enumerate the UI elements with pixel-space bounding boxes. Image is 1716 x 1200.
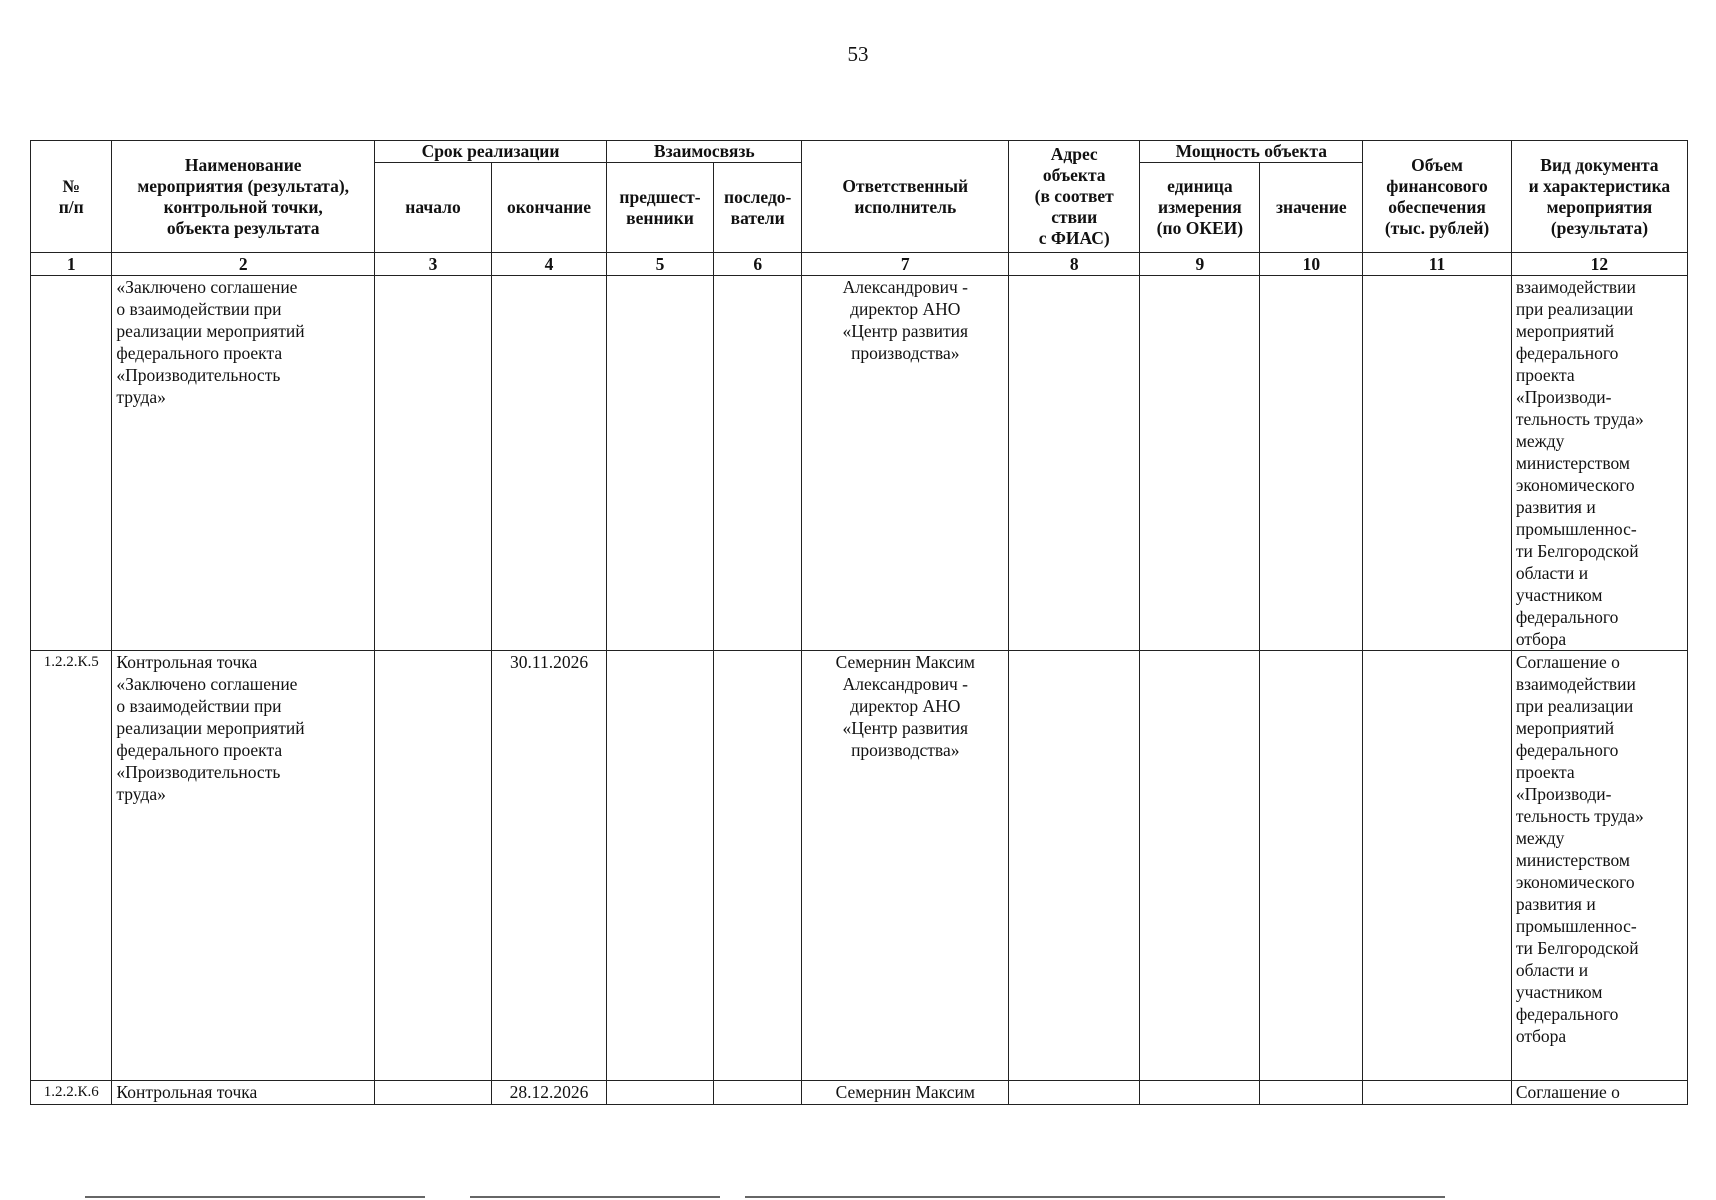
column-number: 8 [1009,253,1140,276]
header-period-end: окончание [492,163,607,253]
column-number: 4 [492,253,607,276]
row-address [1009,276,1140,651]
row-next [713,276,802,651]
row-finance [1363,276,1512,651]
header-no: № п/п [31,141,112,253]
row-start [375,1081,492,1105]
row-unit [1140,651,1260,1081]
page-number: 53 [847,42,869,66]
header-name: Наименование мероприятия (результата), контрольной точки, объекта результата [112,141,375,253]
row-value [1260,276,1363,651]
row-address [1009,1081,1140,1105]
table-row [31,651,1688,1081]
column-number: 3 [375,253,492,276]
row-number [31,276,112,651]
column-number: 1 [31,253,112,276]
row-next [713,1081,802,1105]
column-number: 5 [607,253,714,276]
plan-table [30,140,1688,1105]
row-start [375,276,492,651]
scan-edge-line [745,1196,1445,1198]
header-address: Адрес объекта (в соответ ствии с ФИАС) [1009,141,1140,253]
row-end: 30.11.2026 [492,651,607,1081]
row-responsible: Семернин Максим [802,1081,1009,1105]
row-doc: взаимодействии при реализации мероприятий федерального проекта «Производи- тельность труда» между министерством экономического развития и промышленнос- ти Белгородской области и участником федерального отбора [1511,276,1687,651]
row-address [1009,651,1140,1081]
header-capacity-unit: единица измерения (по ОКЕИ) [1140,163,1260,253]
row-end [492,276,607,651]
header-doc: Вид документа и характеристика мероприятия (результата) [1511,141,1687,253]
header-responsible: Ответственный исполнитель [802,141,1009,253]
column-number: 6 [713,253,802,276]
header-period-start: начало [375,163,492,253]
row-name: Контрольная точка [112,1081,375,1105]
row-prev [607,276,714,651]
row-next [713,651,802,1081]
column-number: 11 [1363,253,1512,276]
column-number: 7 [802,253,1009,276]
row-number: 1.2.2.К.6 [31,1081,112,1105]
row-prev [607,651,714,1081]
row-unit [1140,1081,1260,1105]
header-relation-next: последо- ватели [713,163,802,253]
row-responsible: Александрович - директор АНО «Центр развития производства» [802,276,1009,651]
row-value [1260,1081,1363,1105]
table-row [31,276,1688,651]
header-relation-prev: предшест- венники [607,163,714,253]
column-number: 2 [112,253,375,276]
header-period: Срок реализации [375,141,607,163]
row-responsible: Семернин Максим Александрович - директор АНО «Центр развития производства» [802,651,1009,1081]
row-unit [1140,276,1260,651]
scan-edge-line [470,1196,720,1198]
row-doc: Соглашение о взаимодействии при реализации мероприятий федерального проекта «Производи- тельность труда» между министерством экономического развития и промышленнос- ти Белгородской области и участником федерального отбора [1511,651,1687,1081]
row-end: 28.12.2026 [492,1081,607,1105]
table-row [31,1081,1688,1105]
column-number: 10 [1260,253,1363,276]
row-value [1260,651,1363,1081]
column-number: 9 [1140,253,1260,276]
row-name: Контрольная точка «Заключено соглашение о взаимодействии при реализации мероприятий федерального проекта «Производительность труда» [112,651,375,1081]
header-relation: Взаимосвязь [607,141,802,163]
row-start [375,651,492,1081]
row-number: 1.2.2.К.5 [31,651,112,1081]
header-capacity-value: значение [1260,163,1363,253]
scan-edge-line [85,1196,425,1198]
row-name: «Заключено соглашение о взаимодействии при реализации мероприятий федерального проекта «Производительность труда» [112,276,375,651]
header-capacity: Мощность объекта [1140,141,1363,163]
header-finance: Объем финансового обеспечения (тыс. рублей) [1363,141,1512,253]
row-prev [607,1081,714,1105]
row-finance [1363,1081,1512,1105]
row-doc: Соглашение о [1511,1081,1687,1105]
column-number: 12 [1511,253,1687,276]
row-finance [1363,651,1512,1081]
